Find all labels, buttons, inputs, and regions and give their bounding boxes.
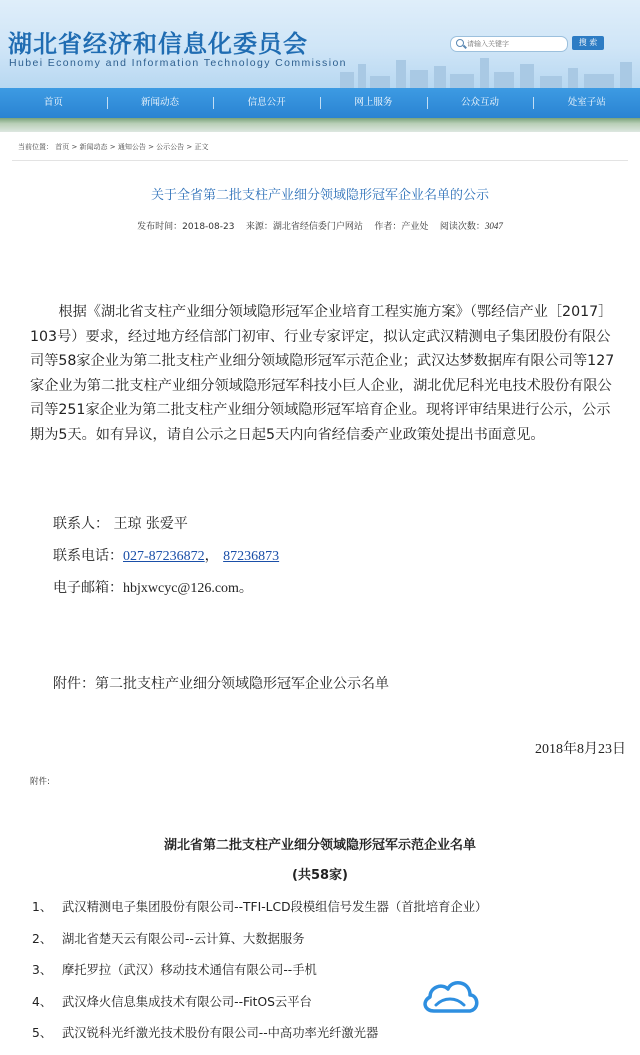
city-skyline: [330, 54, 640, 88]
cloud-icon[interactable]: [418, 975, 482, 1021]
site-subtitle: Hubei Economy and Information Technology Commission: [9, 57, 347, 69]
contact-person: [53, 513, 188, 533]
list-item-text: 武汉锐科光纤激光技术股份有限公司--中高功率光纤激光器: [62, 1026, 379, 1040]
search-box[interactable]: [450, 36, 568, 52]
header-decoration: [0, 118, 640, 132]
nav-item-online-service[interactable]: 网上服务: [320, 88, 427, 118]
contact-email: [53, 577, 253, 597]
nav-item-interaction[interactable]: 公众互动: [427, 88, 534, 118]
list-item-text: 湖北省楚天云有限公司--云计算、大数据服务: [62, 931, 305, 946]
search-input[interactable]: [467, 37, 563, 51]
list-count: (共58家): [292, 868, 348, 883]
contact-phone: [53, 545, 279, 565]
list-item-text: 武汉烽火信息集成技术有限公司--FitOS云平台: [62, 994, 312, 1009]
main-nav: [0, 88, 640, 118]
attachment-label: 附件:: [30, 777, 50, 787]
meta-date: 发布时间：2018-08-23: [137, 222, 235, 232]
list-item-number: 2、: [32, 931, 53, 946]
list-item-number: 4、: [32, 994, 53, 1009]
list-item: [32, 897, 632, 929]
email-value: hbjxwcyc@126.com。: [123, 581, 253, 596]
article-meta: [0, 219, 640, 232]
contact-person-label: 联系人：: [53, 516, 109, 532]
article-body: 根据《湖北省支柱产业细分领域隐形冠军企业培育工程实施方案》（鄂经信产业［2017］103号）要求，经过地方经信部门初审、行业专家评定，拟认定武汉精测电子集团股份有限公司等58家企业为第二批支柱产业细分领域隐形冠军示范企业；武汉达梦数据库有限公司等127家企业为第二批支柱产业细分领域隐形冠军科技小巨人企业，湖北优尼科光电技术股份有限公司等251家企业为第二批支柱产业细分领域隐形冠军培育企业。现将评审结果进行公示，公示期为5天。如有异议，请自公示之日起5天内向省经信委产业政策处提出书面意见。: [30, 304, 615, 443]
site-header: [0, 0, 640, 88]
phone-label: 联系电话：: [53, 548, 123, 564]
list-item: [32, 929, 632, 961]
nav-item-home[interactable]: 首页: [43, 97, 63, 108]
nav-item-dept-sites[interactable]: 处室子站: [533, 88, 640, 118]
search-button[interactable]: 搜 索: [572, 36, 604, 50]
phone-link-2[interactable]: 87236873: [223, 549, 280, 564]
divider: [12, 160, 628, 161]
site-title: 湖北省经济和信息化委员会: [8, 30, 308, 58]
publish-date: 2018年8月23日: [535, 742, 626, 757]
enterprise-list: [32, 897, 632, 1055]
list-item-text: 武汉精测电子集团股份有限公司--TFI-LCD段模组信号发生器（首批培育企业）: [62, 900, 488, 914]
contact-person-value: 王琼 张爱平: [113, 516, 188, 532]
list-title: 湖北省第二批支柱产业细分领域隐形冠军示范企业名单: [163, 838, 476, 853]
phone-link-1[interactable]: 027-87236872: [123, 549, 205, 564]
list-item-number: 5、: [32, 1026, 53, 1040]
list-item: [32, 960, 632, 992]
meta-source: 来源：湖北省经信委门户网站: [245, 222, 363, 232]
phone-separator: ，: [204, 548, 219, 564]
article-title: 关于全省第二批支柱产业细分领域隐形冠军企业名单的公示: [150, 188, 489, 203]
meta-author: 作者：产业处: [374, 222, 429, 232]
breadcrumb[interactable]: 当前位置： 首页 > 新闻动态 > 通知公告 > 公示公告 > 正文: [18, 143, 209, 151]
email-label: 电子邮箱：: [53, 580, 123, 596]
list-item-number: 3、: [32, 963, 53, 977]
list-item-text: 摩托罗拉（武汉）移动技术通信有限公司--手机: [62, 963, 317, 977]
meta-views: 3047: [484, 221, 503, 231]
nav-item-news[interactable]: 新闻动态: [107, 88, 214, 118]
meta-views-label: 阅读次数：: [439, 222, 485, 232]
nav-item-info-public[interactable]: 信息公开: [213, 88, 320, 118]
list-item-number: 1、: [32, 900, 53, 914]
list-item: [32, 992, 632, 1024]
attachment-note[interactable]: 附件：第二批支柱产业细分领域隐形冠军企业公示名单: [53, 676, 389, 692]
search-icon: [456, 39, 464, 47]
